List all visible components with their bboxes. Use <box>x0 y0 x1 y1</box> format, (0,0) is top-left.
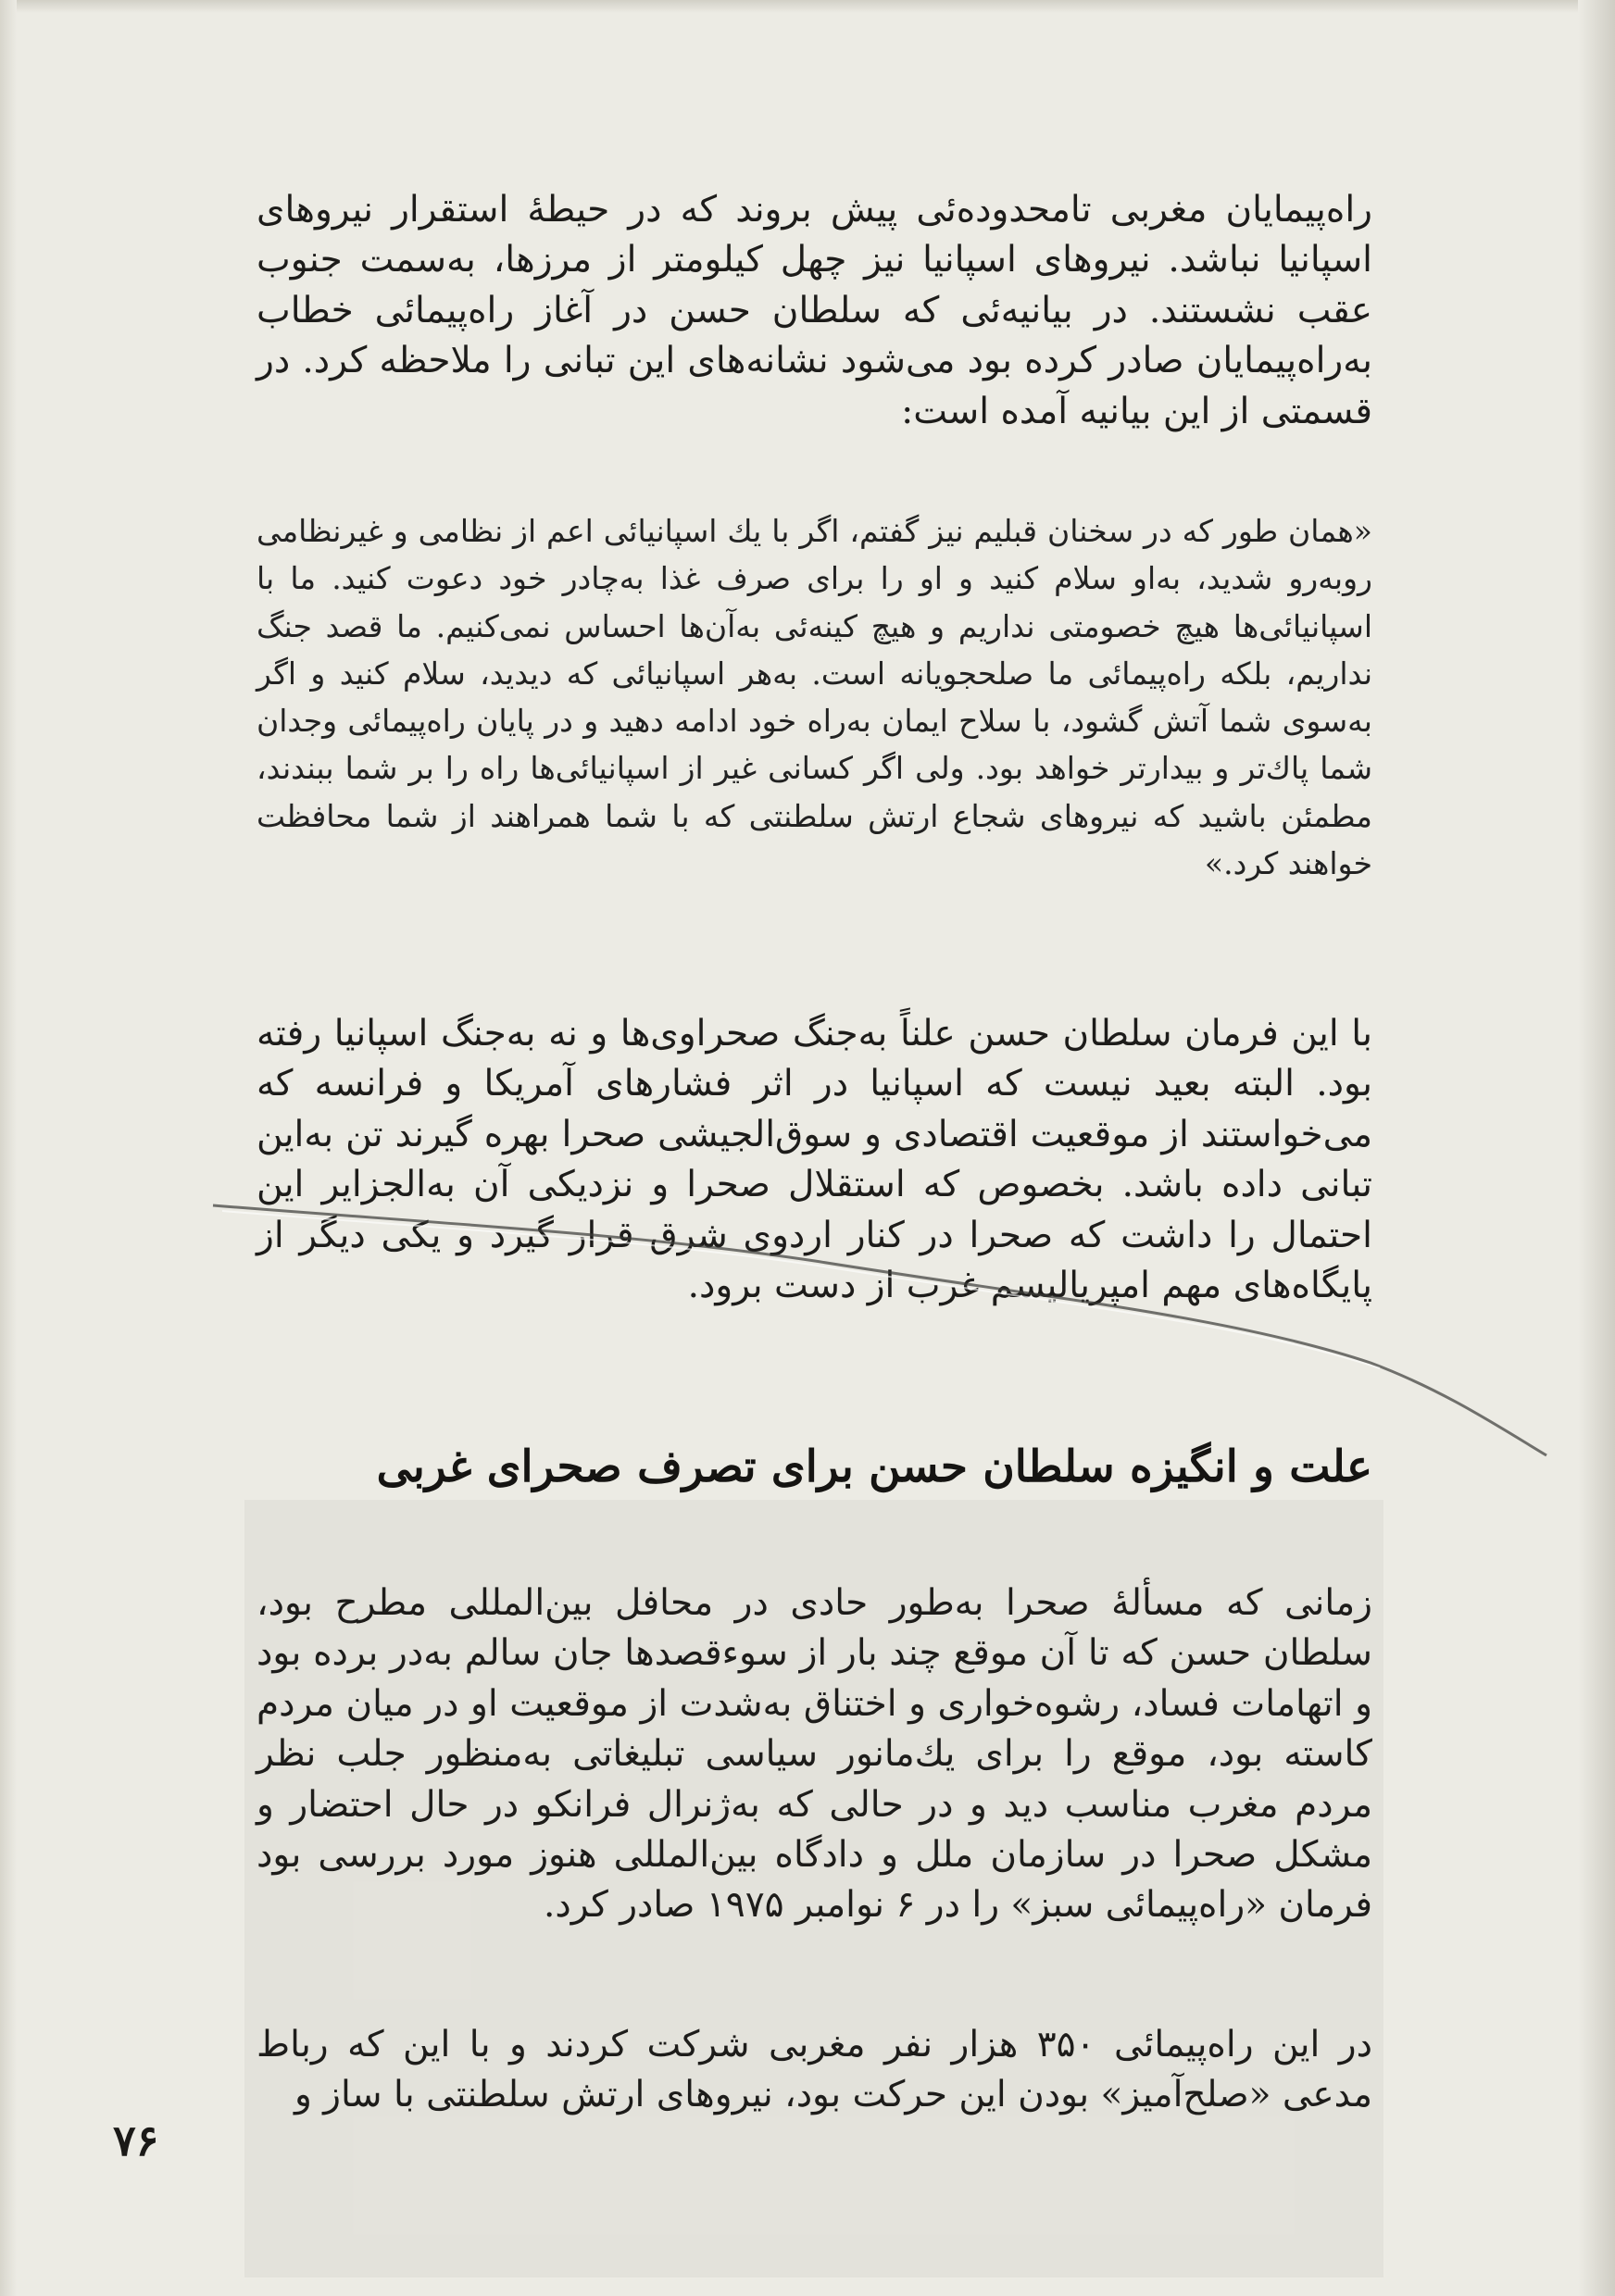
paragraph-1: راه‌پیمایان مغربی تامحدوده‌ئی پیش بروند که در حیطهٔ استقرار نیروهای اسپانیا نباشد. نیروهای اسپانیا نیز چهل کیلومتر از مرزها، به‌سمت جنوب عقب نشستند. در بیانیه‌ئی که سلطان حسن در آغاز راه‌پیمائی خطاب به‌راه‌پیمایان صادر کرده بود می‌شود نشانه‌های این تبانی را ملاحظه کرد. در قسمتی از این بیانیه آمده است: <box>257 189 1372 432</box>
paragraph-2: با این فرمان سلطان حسن علناً به‌جنگ صحراوی‌ها و نه به‌جنگ اسپانیا رفته بود. البته بعید نیست که اسپانیا در اثر فشارهای آمریکا و فرانسه که می‌خواستند از موقعیت اقتصادی و سوق‌الجیشی صحرا بهره گیرند تن به‌این تبانی داده باشد. بخصوص که استقلال صحرا و نزدیکی آن به‌الجزایر این احتمال را داشت که صحرا در کنار اردوی شرق قرار گیرد و یکی دیگر از پایگاه‌های مهم امپریالیسم غرب از دست برود. <box>257 1013 1372 1307</box>
quote-text: «همان طور که در سخنان قبلیم نیز گفتم، اگر با یك اسپانیائی اعم از نظامی و غیرنظامی روبه‌رو شدید، به‌او سلام کنید و او را برای صرف غذا به‌چادر خود دعوت کنید. ما با اسپانیائی‌ها هیچ خصومتی نداریم و هیچ کینه‌ئی به‌آن‌ها احساس نمی‌کنیم. ما قصد جنگ نداریم، بلکه راه‌پیمائی ما صلحجویانه است. به‌هر اسپانیائی که دیدید، سلام کنید و اگر به‌سوی شما آتش گشود، با سلاح ایمان به‌راه خود ادامه دهید و در پایان راه‌پیمائی وجدان شما پاك‌تر و بیدارتر خواهد بود. ولی اگر کسانی غیر از اسپانیائی‌ها راه را بر شما ببندند، مطمئن باشید که نیروهای شجاع ارتش سلطنتی که با شما همراهند از شما محافظت خواهند کرد.» <box>257 513 1372 882</box>
paragraph-3: زمانی که مسألهٔ صحرا به‌طور حادی در محافل بین‌المللی مطرح بود، سلطان حسن که تا آن موقع چند بار از سوءقصدها جان سالم به‌در برده بود و اتهامات فساد، رشوه‌خواری و اختناق به‌شدت از موقعیت او در میان مردم کاسته بود، موقع را برای یك‌مانور سیاسی تبلیغاتی به‌منظور جلب نظر مردم مغرب مناسب دید و در حالی که به‌ژنرال فرانکو در حال احتضار و مشکل صحرا در سازمان ملل و دادگاه بین‌المللی هنوز مورد بررسی بود فرمان «راه‌پیمائی سبز» را در ۶ نوامبر ۱۹۷۵ صادر کرد. <box>257 1582 1372 1927</box>
paragraph-3-block <box>257 1578 1372 1931</box>
quote-block <box>257 507 1372 887</box>
section-heading: علت و انگیزه سلطان حسن برای تصرف صحرای غربی <box>376 1441 1372 1492</box>
paragraph-4-block <box>257 2020 1372 2121</box>
scan-edge-left <box>0 0 17 2296</box>
section-heading-block <box>257 1440 1372 1495</box>
paragraph-4: در این راه‌پیمائی ۳۵۰ هزار نفر مغربی شرکت کردند و با این که رباط مدعی «صلح‌آمیز» بودن این حرکت بود، نیروهای ارتش سلطنتی با ساز و <box>257 2024 1372 2116</box>
page-number: ۷۶ <box>113 2115 159 2165</box>
paragraph-2-block <box>257 1009 1372 1311</box>
scan-edge-right <box>1578 0 1615 2296</box>
paragraph-1-block <box>257 185 1372 437</box>
scan-shadow-top <box>0 0 1615 13</box>
